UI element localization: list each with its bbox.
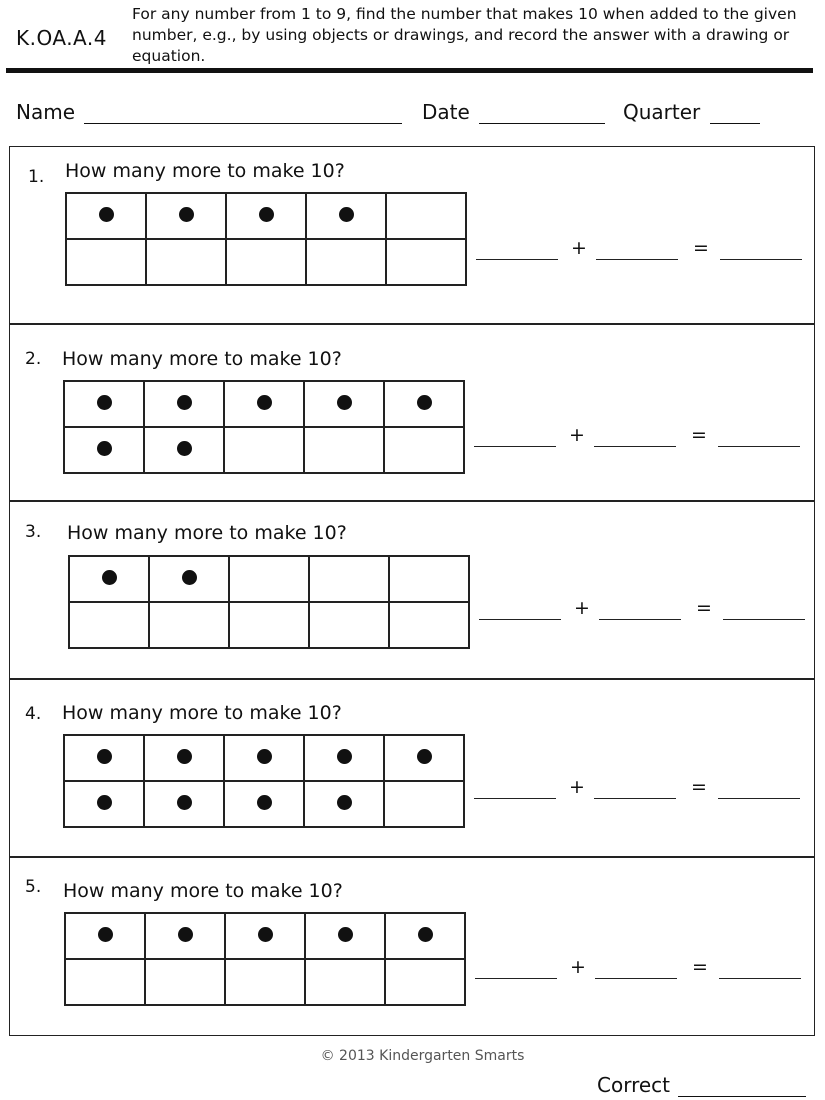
- counter-dot: [98, 927, 113, 942]
- ten-frame-cell: [64, 735, 144, 781]
- ten-frame-cell: [69, 602, 149, 648]
- ten-frame-cell: [384, 381, 464, 427]
- ten-frame-cell: [225, 913, 305, 959]
- sum-blank[interactable]: [719, 978, 801, 979]
- problem-section: [9, 323, 815, 502]
- ten-frame-cell: [306, 193, 386, 239]
- ten-frame-cell: [64, 381, 144, 427]
- counter-dot: [99, 207, 114, 222]
- ten-frame-cell: [226, 193, 306, 239]
- correct-blank[interactable]: [678, 1076, 806, 1097]
- date-blank[interactable]: [479, 101, 605, 124]
- ten-frame-cell: [64, 427, 144, 473]
- problem-question: How many more to make 10?: [67, 522, 347, 544]
- problem-question: How many more to make 10?: [62, 348, 342, 370]
- ten-frame-cell: [149, 556, 229, 602]
- problem-question: How many more to make 10?: [63, 880, 343, 902]
- ten-frame-cell: [384, 781, 464, 827]
- ten-frame-cell: [224, 381, 304, 427]
- counter-dot: [182, 570, 197, 585]
- counter-dot: [177, 395, 192, 410]
- standard-code: K.OA.A.4: [16, 26, 107, 50]
- ten-frame-cell: [224, 781, 304, 827]
- ten-frame-cell: [64, 781, 144, 827]
- quarter-field[interactable]: [623, 100, 760, 124]
- ten-frame: [68, 555, 470, 649]
- counter-dot: [337, 795, 352, 810]
- equals-sign: =: [693, 237, 709, 259]
- counter-dot: [417, 395, 432, 410]
- counter-dot: [258, 927, 273, 942]
- ten-frame-cell: [384, 735, 464, 781]
- addend-2-blank[interactable]: [596, 259, 678, 260]
- ten-frame-cell: [229, 602, 309, 648]
- ten-frame-cell: [224, 735, 304, 781]
- ten-frame-cell: [229, 556, 309, 602]
- quarter-blank[interactable]: [710, 101, 760, 124]
- addend-1-blank[interactable]: [476, 259, 558, 260]
- ten-frame-cell: [145, 959, 225, 1005]
- sum-blank[interactable]: [718, 446, 800, 447]
- ten-frame-cell: [385, 913, 465, 959]
- addend-1-blank[interactable]: [474, 798, 556, 799]
- ten-frame-cell: [66, 239, 146, 285]
- ten-frame-cell: [386, 239, 466, 285]
- counter-dot: [257, 749, 272, 764]
- counter-dot: [97, 795, 112, 810]
- ten-frame-cell: [304, 381, 384, 427]
- ten-frame-cell: [144, 781, 224, 827]
- problem-number: 2.: [25, 349, 42, 369]
- correct-field[interactable]: [597, 1073, 806, 1097]
- ten-frame-cell: [306, 239, 386, 285]
- problem-number: 3.: [25, 522, 42, 542]
- problem-section: [9, 146, 815, 325]
- ten-frame: [63, 734, 465, 828]
- problem-number: 5.: [25, 877, 42, 897]
- ten-frame-cell: [389, 602, 469, 648]
- date-field[interactable]: [422, 100, 605, 124]
- ten-frame-cell: [389, 556, 469, 602]
- equals-sign: =: [691, 424, 707, 446]
- ten-frame-cell: [145, 913, 225, 959]
- ten-frame-cell: [146, 193, 226, 239]
- addend-2-blank[interactable]: [594, 446, 676, 447]
- plus-sign: +: [570, 956, 586, 978]
- ten-frame-cell: [305, 959, 385, 1005]
- name-field[interactable]: [16, 100, 402, 124]
- ten-frame-cell: [66, 193, 146, 239]
- counter-dot: [102, 570, 117, 585]
- ten-frame-cell: [304, 735, 384, 781]
- name-label: Name: [16, 100, 76, 124]
- counter-dot: [177, 441, 192, 456]
- problem-question: How many more to make 10?: [62, 702, 342, 724]
- counter-dot: [177, 749, 192, 764]
- counter-dot: [257, 395, 272, 410]
- sum-blank[interactable]: [723, 619, 805, 620]
- standard-description: For any number from 1 to 9, find the number that makes 10 when added to the given number, e.g., by using objects or drawings, and record the answer with a drawing or equation.: [132, 5, 797, 65]
- addend-1-blank[interactable]: [474, 446, 556, 447]
- ten-frame-cell: [305, 913, 385, 959]
- counter-dot: [417, 749, 432, 764]
- quarter-label: Quarter: [623, 100, 701, 124]
- counter-dot: [177, 795, 192, 810]
- ten-frame-cell: [146, 239, 226, 285]
- ten-frame-cell: [304, 427, 384, 473]
- ten-frame-cell: [309, 556, 389, 602]
- ten-frame-cell: [386, 193, 466, 239]
- addend-1-blank[interactable]: [475, 978, 557, 979]
- counter-dot: [97, 395, 112, 410]
- ten-frame-cell: [65, 959, 145, 1005]
- correct-label: Correct: [597, 1073, 670, 1097]
- addend-1-blank[interactable]: [479, 619, 561, 620]
- problem-section: [9, 856, 815, 1036]
- counter-dot: [259, 207, 274, 222]
- counter-dot: [337, 749, 352, 764]
- ten-frame-cell: [309, 602, 389, 648]
- date-label: Date: [422, 100, 470, 124]
- ten-frame: [63, 380, 465, 474]
- counter-dot: [418, 927, 433, 942]
- addend-2-blank[interactable]: [599, 619, 681, 620]
- ten-frame-cell: [384, 427, 464, 473]
- ten-frame-cell: [304, 781, 384, 827]
- plus-sign: +: [574, 597, 590, 619]
- ten-frame-cell: [225, 959, 305, 1005]
- plus-sign: +: [571, 237, 587, 259]
- ten-frame-cell: [144, 381, 224, 427]
- ten-frame-cell: [144, 427, 224, 473]
- counter-dot: [257, 795, 272, 810]
- ten-frame-cell: [385, 959, 465, 1005]
- ten-frame-cell: [69, 556, 149, 602]
- addend-2-blank[interactable]: [594, 798, 676, 799]
- equals-sign: =: [696, 597, 712, 619]
- equals-sign: =: [691, 776, 707, 798]
- sum-blank[interactable]: [718, 798, 800, 799]
- addend-2-blank[interactable]: [595, 978, 677, 979]
- counter-dot: [337, 395, 352, 410]
- ten-frame-cell: [226, 239, 306, 285]
- equals-sign: =: [692, 956, 708, 978]
- problem-section: [9, 500, 815, 680]
- plus-sign: +: [569, 776, 585, 798]
- problem-section: [9, 678, 815, 858]
- ten-frame-cell: [224, 427, 304, 473]
- ten-frame-cell: [65, 913, 145, 959]
- counter-dot: [97, 441, 112, 456]
- counter-dot: [178, 927, 193, 942]
- counter-dot: [338, 927, 353, 942]
- counter-dot: [339, 207, 354, 222]
- name-blank[interactable]: [84, 101, 402, 124]
- plus-sign: +: [569, 424, 585, 446]
- sum-blank[interactable]: [720, 259, 802, 260]
- problem-number: 1.: [28, 167, 45, 187]
- counter-dot: [179, 207, 194, 222]
- problem-question: How many more to make 10?: [65, 160, 345, 182]
- ten-frame-cell: [149, 602, 229, 648]
- ten-frame: [64, 912, 466, 1006]
- problem-number: 4.: [25, 704, 42, 724]
- copyright: © 2013 Kindergarten Smarts: [320, 1048, 525, 1064]
- counter-dot: [97, 749, 112, 764]
- header-rule: [6, 68, 813, 73]
- ten-frame: [65, 192, 467, 286]
- ten-frame-cell: [144, 735, 224, 781]
